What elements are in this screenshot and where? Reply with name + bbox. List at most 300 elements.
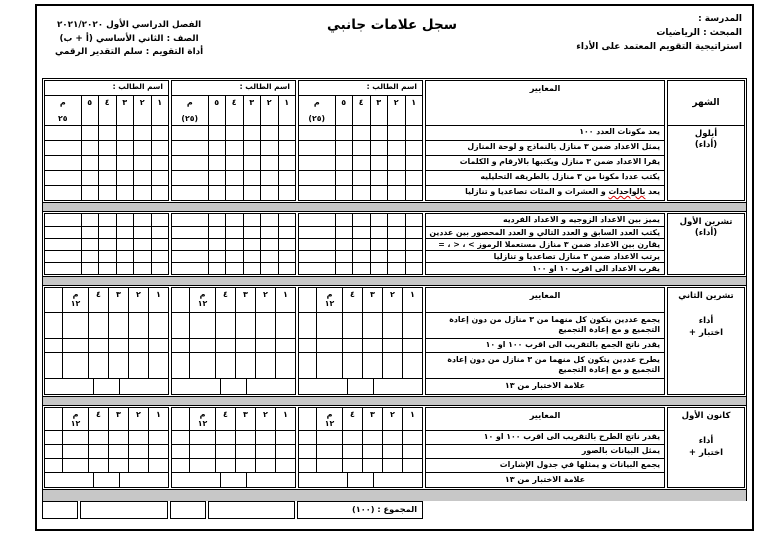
score-cell bbox=[243, 156, 261, 170]
score-cell bbox=[243, 239, 261, 250]
pad-cell bbox=[299, 445, 316, 458]
score-cell bbox=[88, 339, 108, 352]
score-row bbox=[45, 214, 168, 226]
pad-cell bbox=[299, 339, 316, 352]
exam-score-row bbox=[299, 472, 422, 487]
score-row bbox=[45, 458, 168, 472]
score-cell bbox=[225, 251, 243, 262]
score-cell bbox=[278, 171, 296, 185]
m-column-header bbox=[62, 408, 88, 430]
score-cell bbox=[352, 251, 370, 262]
score-cell bbox=[278, 214, 296, 226]
criterion-cell: يرتب الاعداد ضمن ٣ منازل تصاعديا و تنازليا bbox=[426, 250, 664, 262]
score-cell bbox=[81, 227, 99, 238]
score-cell bbox=[362, 459, 382, 472]
m-score-cell bbox=[172, 126, 208, 140]
score-row bbox=[172, 312, 295, 338]
score-cell bbox=[151, 263, 169, 274]
score-cell bbox=[342, 431, 362, 444]
score-cell bbox=[243, 141, 261, 155]
score-cell bbox=[208, 156, 226, 170]
score-columns-header bbox=[172, 288, 295, 312]
grade-table bbox=[42, 78, 747, 519]
col-number-header: ١ bbox=[275, 288, 295, 312]
score-cell bbox=[81, 263, 99, 274]
month-column bbox=[667, 213, 745, 275]
criterion-cell: يجمع عددين يتكون كل منهما من ٣ منازل من دون إعادة التجميع و مع إعادة التجميع bbox=[426, 312, 664, 338]
score-cell bbox=[116, 171, 134, 185]
col-number-header: ٣ bbox=[235, 288, 255, 312]
total-row bbox=[42, 501, 747, 519]
score-cell bbox=[260, 186, 278, 200]
score-cell bbox=[275, 339, 295, 352]
score-cell bbox=[148, 339, 168, 352]
score-cell bbox=[278, 251, 296, 262]
score-cell bbox=[278, 239, 296, 250]
pad-cell bbox=[45, 288, 62, 312]
score-row bbox=[172, 352, 295, 378]
score-cell bbox=[148, 353, 168, 378]
score-cell bbox=[208, 186, 226, 200]
score-cell bbox=[335, 251, 353, 262]
criteria-column bbox=[425, 80, 665, 201]
grade-line: الصف : الثاني الأساسي (أ + ب) bbox=[59, 33, 199, 44]
m-score-cell bbox=[172, 214, 208, 226]
m-total: ١٢ bbox=[197, 419, 208, 428]
score-cell bbox=[260, 126, 278, 140]
m-score-cell bbox=[299, 186, 335, 200]
score-cell bbox=[225, 214, 243, 226]
score-cell bbox=[405, 141, 423, 155]
score-cell bbox=[243, 171, 261, 185]
m-label: م bbox=[59, 98, 66, 107]
score-cell bbox=[128, 313, 148, 338]
score-cell bbox=[260, 227, 278, 238]
score-cell bbox=[88, 313, 108, 338]
score-cell bbox=[342, 459, 362, 472]
criteria-column bbox=[425, 213, 665, 275]
score-row bbox=[299, 338, 422, 352]
col-number-header: ١ bbox=[402, 408, 422, 430]
m-label: م bbox=[313, 98, 320, 107]
m-score-cell bbox=[189, 431, 215, 444]
score-row bbox=[172, 238, 295, 250]
score-cell bbox=[335, 141, 353, 155]
score-cell bbox=[387, 239, 405, 250]
score-cell bbox=[387, 156, 405, 170]
score-cell bbox=[133, 263, 151, 274]
score-row bbox=[45, 140, 168, 155]
score-cell bbox=[243, 251, 261, 262]
score-row bbox=[172, 430, 295, 444]
score-cell bbox=[260, 239, 278, 250]
score-cell bbox=[151, 227, 169, 238]
m-score-cell bbox=[45, 251, 81, 262]
strategy-line: استراتيجية التقويم المعتمد على الأداء bbox=[576, 41, 742, 52]
col-number-header: ٢ bbox=[128, 408, 148, 430]
score-row bbox=[172, 125, 295, 140]
m-score-cell bbox=[316, 431, 342, 444]
m-score-cell bbox=[189, 459, 215, 472]
score-cell bbox=[133, 186, 151, 200]
score-cell bbox=[402, 459, 422, 472]
score-cell bbox=[225, 239, 243, 250]
score-cell bbox=[116, 263, 134, 274]
score-cell bbox=[352, 186, 370, 200]
col-number-header: ٤ bbox=[352, 96, 370, 125]
score-cell bbox=[225, 156, 243, 170]
score-cell bbox=[133, 171, 151, 185]
score-cell bbox=[151, 214, 169, 226]
m-label: م bbox=[199, 410, 206, 419]
total-row-spacer bbox=[425, 501, 747, 519]
pad-cell bbox=[172, 288, 189, 312]
month-label: (أداء) bbox=[694, 140, 718, 151]
school-info bbox=[576, 13, 742, 55]
score-cell bbox=[98, 239, 116, 250]
score-cell bbox=[370, 263, 388, 274]
score-row bbox=[45, 155, 168, 170]
score-cell bbox=[81, 156, 99, 170]
month-header-cell: الشهر bbox=[692, 98, 720, 108]
score-cell bbox=[98, 171, 116, 185]
section-november bbox=[42, 285, 747, 397]
score-cell bbox=[370, 126, 388, 140]
total-score-cell bbox=[80, 501, 168, 519]
score-cell bbox=[278, 141, 296, 155]
m-score-cell bbox=[189, 353, 215, 378]
score-cell bbox=[405, 171, 423, 185]
score-cell bbox=[342, 313, 362, 338]
separator-band bbox=[42, 490, 747, 501]
score-cell bbox=[88, 459, 108, 472]
score-cell bbox=[151, 251, 169, 262]
pad-cell bbox=[45, 379, 93, 394]
m-score-cell bbox=[299, 239, 335, 250]
score-cell bbox=[151, 141, 169, 155]
exam-score-row bbox=[299, 378, 422, 394]
score-row bbox=[172, 226, 295, 238]
score-cell bbox=[278, 186, 296, 200]
score-cell bbox=[275, 313, 295, 338]
score-cell bbox=[98, 263, 116, 274]
score-cell bbox=[362, 431, 382, 444]
col-number-header: ٥ bbox=[208, 96, 226, 125]
criterion-cell: يمثل البيانات بالصور bbox=[426, 444, 664, 458]
score-cell bbox=[225, 263, 243, 274]
score-cell bbox=[133, 214, 151, 226]
pad-cell bbox=[45, 459, 62, 472]
score-cell bbox=[405, 126, 423, 140]
m-column-header bbox=[189, 288, 215, 312]
m-column-header bbox=[189, 408, 215, 430]
score-cell bbox=[208, 239, 226, 250]
m-score-cell bbox=[316, 459, 342, 472]
student-block bbox=[171, 80, 296, 201]
criterion-cell: يكتب العدد السابق و العدد التالي و العدد المحصور بين عددين bbox=[426, 226, 664, 238]
score-cell bbox=[405, 251, 423, 262]
criterion-cell: يعد بالواحدات و العشرات و المئات تصاعديا و تنازليا bbox=[426, 185, 664, 200]
score-cell bbox=[382, 445, 402, 458]
exam-score-cell bbox=[246, 473, 295, 487]
score-cell bbox=[387, 186, 405, 200]
score-cell bbox=[260, 251, 278, 262]
criteria-header-cell: المعايير bbox=[529, 410, 561, 420]
m-label: م bbox=[326, 290, 333, 299]
pad-cell bbox=[172, 408, 189, 430]
pad-cell bbox=[172, 353, 189, 378]
m-score-cell bbox=[299, 126, 335, 140]
exam-score-cell bbox=[373, 473, 422, 487]
score-cell bbox=[128, 431, 148, 444]
score-cell bbox=[275, 459, 295, 472]
m-score-cell bbox=[316, 445, 342, 458]
score-cell bbox=[208, 263, 226, 274]
score-row bbox=[299, 430, 422, 444]
m-score-cell bbox=[299, 171, 335, 185]
score-cell bbox=[362, 445, 382, 458]
score-cell bbox=[387, 263, 405, 274]
pad-cell bbox=[45, 408, 62, 430]
score-cell bbox=[243, 126, 261, 140]
month-cell bbox=[668, 125, 744, 200]
score-cell bbox=[235, 353, 255, 378]
score-cell bbox=[243, 186, 261, 200]
score-row bbox=[45, 338, 168, 352]
score-cell bbox=[128, 353, 148, 378]
m-score-cell bbox=[172, 156, 208, 170]
m-label: م bbox=[326, 410, 333, 419]
score-row bbox=[299, 262, 422, 274]
m-score-cell bbox=[299, 141, 335, 155]
m-label: م bbox=[72, 290, 79, 299]
score-cell bbox=[98, 141, 116, 155]
criteria-column bbox=[425, 407, 665, 488]
score-cell bbox=[98, 186, 116, 200]
m-score-cell bbox=[45, 263, 81, 274]
score-cell bbox=[108, 339, 128, 352]
pad-cell bbox=[299, 313, 316, 338]
score-cell bbox=[98, 214, 116, 226]
score-cell bbox=[81, 214, 99, 226]
col-number-header: ١ bbox=[148, 408, 168, 430]
m-label: م bbox=[72, 410, 79, 419]
score-row bbox=[299, 140, 422, 155]
criteria-header-cell: المعايير bbox=[529, 290, 561, 300]
score-cell bbox=[352, 239, 370, 250]
score-cell bbox=[133, 156, 151, 170]
score-row bbox=[172, 214, 295, 226]
separator-band bbox=[42, 277, 747, 285]
pad-cell bbox=[45, 431, 62, 444]
score-row bbox=[172, 444, 295, 458]
score-row bbox=[299, 312, 422, 338]
pad-cell bbox=[45, 313, 62, 338]
exam-score-cell bbox=[119, 379, 168, 394]
score-cell bbox=[108, 445, 128, 458]
score-row bbox=[299, 458, 422, 472]
score-cell bbox=[235, 339, 255, 352]
score-columns-header bbox=[45, 408, 168, 430]
col-number-header: ٤ bbox=[342, 408, 362, 430]
m-column-header bbox=[299, 96, 335, 125]
score-cell bbox=[362, 313, 382, 338]
month-label: أيلول bbox=[694, 129, 718, 139]
m-total: (٢٥) bbox=[308, 114, 326, 123]
exam-score-cell bbox=[246, 379, 295, 394]
month-label: أداء bbox=[698, 316, 714, 327]
score-cell bbox=[275, 431, 295, 444]
score-cell bbox=[260, 141, 278, 155]
m-score-cell bbox=[172, 239, 208, 250]
score-cell bbox=[352, 263, 370, 274]
m-score-cell bbox=[299, 214, 335, 226]
score-cell bbox=[405, 186, 423, 200]
score-cell bbox=[208, 171, 226, 185]
pad-cell bbox=[299, 379, 347, 394]
score-cell bbox=[116, 239, 134, 250]
m-total: (٢٥) bbox=[181, 114, 199, 123]
score-cell bbox=[108, 459, 128, 472]
month-cell bbox=[668, 288, 744, 394]
col-number-header: ١ bbox=[405, 96, 423, 125]
score-row bbox=[172, 185, 295, 200]
m-column-header bbox=[62, 288, 88, 312]
student-block bbox=[298, 287, 423, 395]
score-cell bbox=[243, 214, 261, 226]
col-number-header: ٢ bbox=[255, 408, 275, 430]
pad-cell bbox=[299, 353, 316, 378]
score-cell bbox=[148, 459, 168, 472]
score-row bbox=[172, 250, 295, 262]
m-score-cell bbox=[189, 313, 215, 338]
month-column bbox=[667, 80, 745, 201]
score-cell bbox=[148, 431, 168, 444]
score-cell bbox=[255, 313, 275, 338]
score-cell bbox=[405, 227, 423, 238]
exam-m-cell bbox=[347, 473, 373, 487]
separator-band bbox=[42, 203, 747, 211]
score-cell bbox=[362, 353, 382, 378]
score-cell bbox=[387, 251, 405, 262]
score-cell bbox=[133, 141, 151, 155]
pad-cell bbox=[172, 431, 189, 444]
score-cell bbox=[335, 126, 353, 140]
score-row bbox=[299, 352, 422, 378]
exam-m-cell bbox=[220, 473, 246, 487]
exam-m-cell bbox=[93, 379, 119, 394]
student-block bbox=[298, 213, 423, 275]
score-cell bbox=[235, 431, 255, 444]
score-cell bbox=[260, 214, 278, 226]
m-score-cell bbox=[299, 263, 335, 274]
col-number-header: ٤ bbox=[88, 288, 108, 312]
score-cell bbox=[370, 156, 388, 170]
score-cell bbox=[352, 227, 370, 238]
score-cell bbox=[148, 313, 168, 338]
score-cell bbox=[278, 263, 296, 274]
score-cell bbox=[208, 227, 226, 238]
score-columns-header bbox=[299, 408, 422, 430]
score-cell bbox=[335, 227, 353, 238]
col-number-header: ٢ bbox=[387, 96, 405, 125]
score-cell bbox=[116, 141, 134, 155]
col-number-header: ٤ bbox=[98, 96, 116, 125]
score-cell bbox=[387, 227, 405, 238]
criteria-column bbox=[425, 287, 665, 395]
score-columns-header bbox=[45, 95, 168, 125]
col-number-header: ٤ bbox=[342, 288, 362, 312]
score-columns-header bbox=[299, 288, 422, 312]
score-cell bbox=[151, 126, 169, 140]
exam-score-cell bbox=[373, 379, 422, 394]
student-block bbox=[44, 287, 169, 395]
score-cell bbox=[88, 445, 108, 458]
score-cell bbox=[81, 126, 99, 140]
month-label: تشرين الأول bbox=[679, 217, 733, 227]
col-number-header: ٢ bbox=[128, 288, 148, 312]
score-row bbox=[45, 444, 168, 458]
score-cell bbox=[215, 459, 235, 472]
criterion-cell: يقدر ناتج الطرح بالتقريب الى اقرب ١٠٠ او ١٠ bbox=[426, 430, 664, 444]
sheet-page bbox=[35, 4, 754, 531]
m-column-header bbox=[316, 408, 342, 430]
col-number-header: ٤ bbox=[215, 288, 235, 312]
exam-score-row bbox=[45, 472, 168, 487]
subject-line: المبحث : الرياضيات bbox=[656, 27, 742, 38]
score-cell bbox=[335, 186, 353, 200]
student-block bbox=[44, 213, 169, 275]
score-cell bbox=[342, 353, 362, 378]
score-row bbox=[172, 338, 295, 352]
score-cell bbox=[370, 251, 388, 262]
score-cell bbox=[215, 353, 235, 378]
col-number-header: ٣ bbox=[243, 96, 261, 125]
month-cell bbox=[668, 214, 744, 274]
month-label: + اختبار bbox=[688, 447, 724, 458]
score-cell bbox=[402, 445, 422, 458]
score-cell bbox=[402, 431, 422, 444]
month-label: تشرين الثاني bbox=[678, 291, 734, 301]
score-cell bbox=[352, 214, 370, 226]
pad-cell bbox=[172, 339, 189, 352]
m-score-cell bbox=[299, 251, 335, 262]
score-cell bbox=[133, 126, 151, 140]
page-title: سجل علامات جانبي bbox=[327, 17, 457, 33]
score-cell bbox=[225, 171, 243, 185]
m-score-cell bbox=[189, 445, 215, 458]
score-cell bbox=[215, 431, 235, 444]
score-row bbox=[172, 262, 295, 274]
term-info bbox=[55, 19, 203, 60]
score-row bbox=[45, 262, 168, 274]
criterion-cell: يمثل الاعداد ضمن ٣ منازل بالنماذج و لوحة المنازل bbox=[426, 140, 664, 155]
score-cell bbox=[243, 263, 261, 274]
score-cell bbox=[352, 126, 370, 140]
col-number-header: ٣ bbox=[235, 408, 255, 430]
student-block bbox=[298, 407, 423, 488]
m-score-cell bbox=[45, 186, 81, 200]
score-cell bbox=[255, 459, 275, 472]
score-cell bbox=[405, 156, 423, 170]
m-score-cell bbox=[316, 339, 342, 352]
criterion-cell: يميز بين الاعداد الزوجيه و الاعداد الفرديه bbox=[503, 215, 660, 224]
criterion-cell: يقدر ناتج الجمع بالتقريب الى اقرب ١٠٠ او ١٠ bbox=[426, 338, 664, 352]
m-score-cell bbox=[172, 227, 208, 238]
score-row bbox=[45, 238, 168, 250]
m-score-cell bbox=[45, 141, 81, 155]
score-cell bbox=[133, 227, 151, 238]
